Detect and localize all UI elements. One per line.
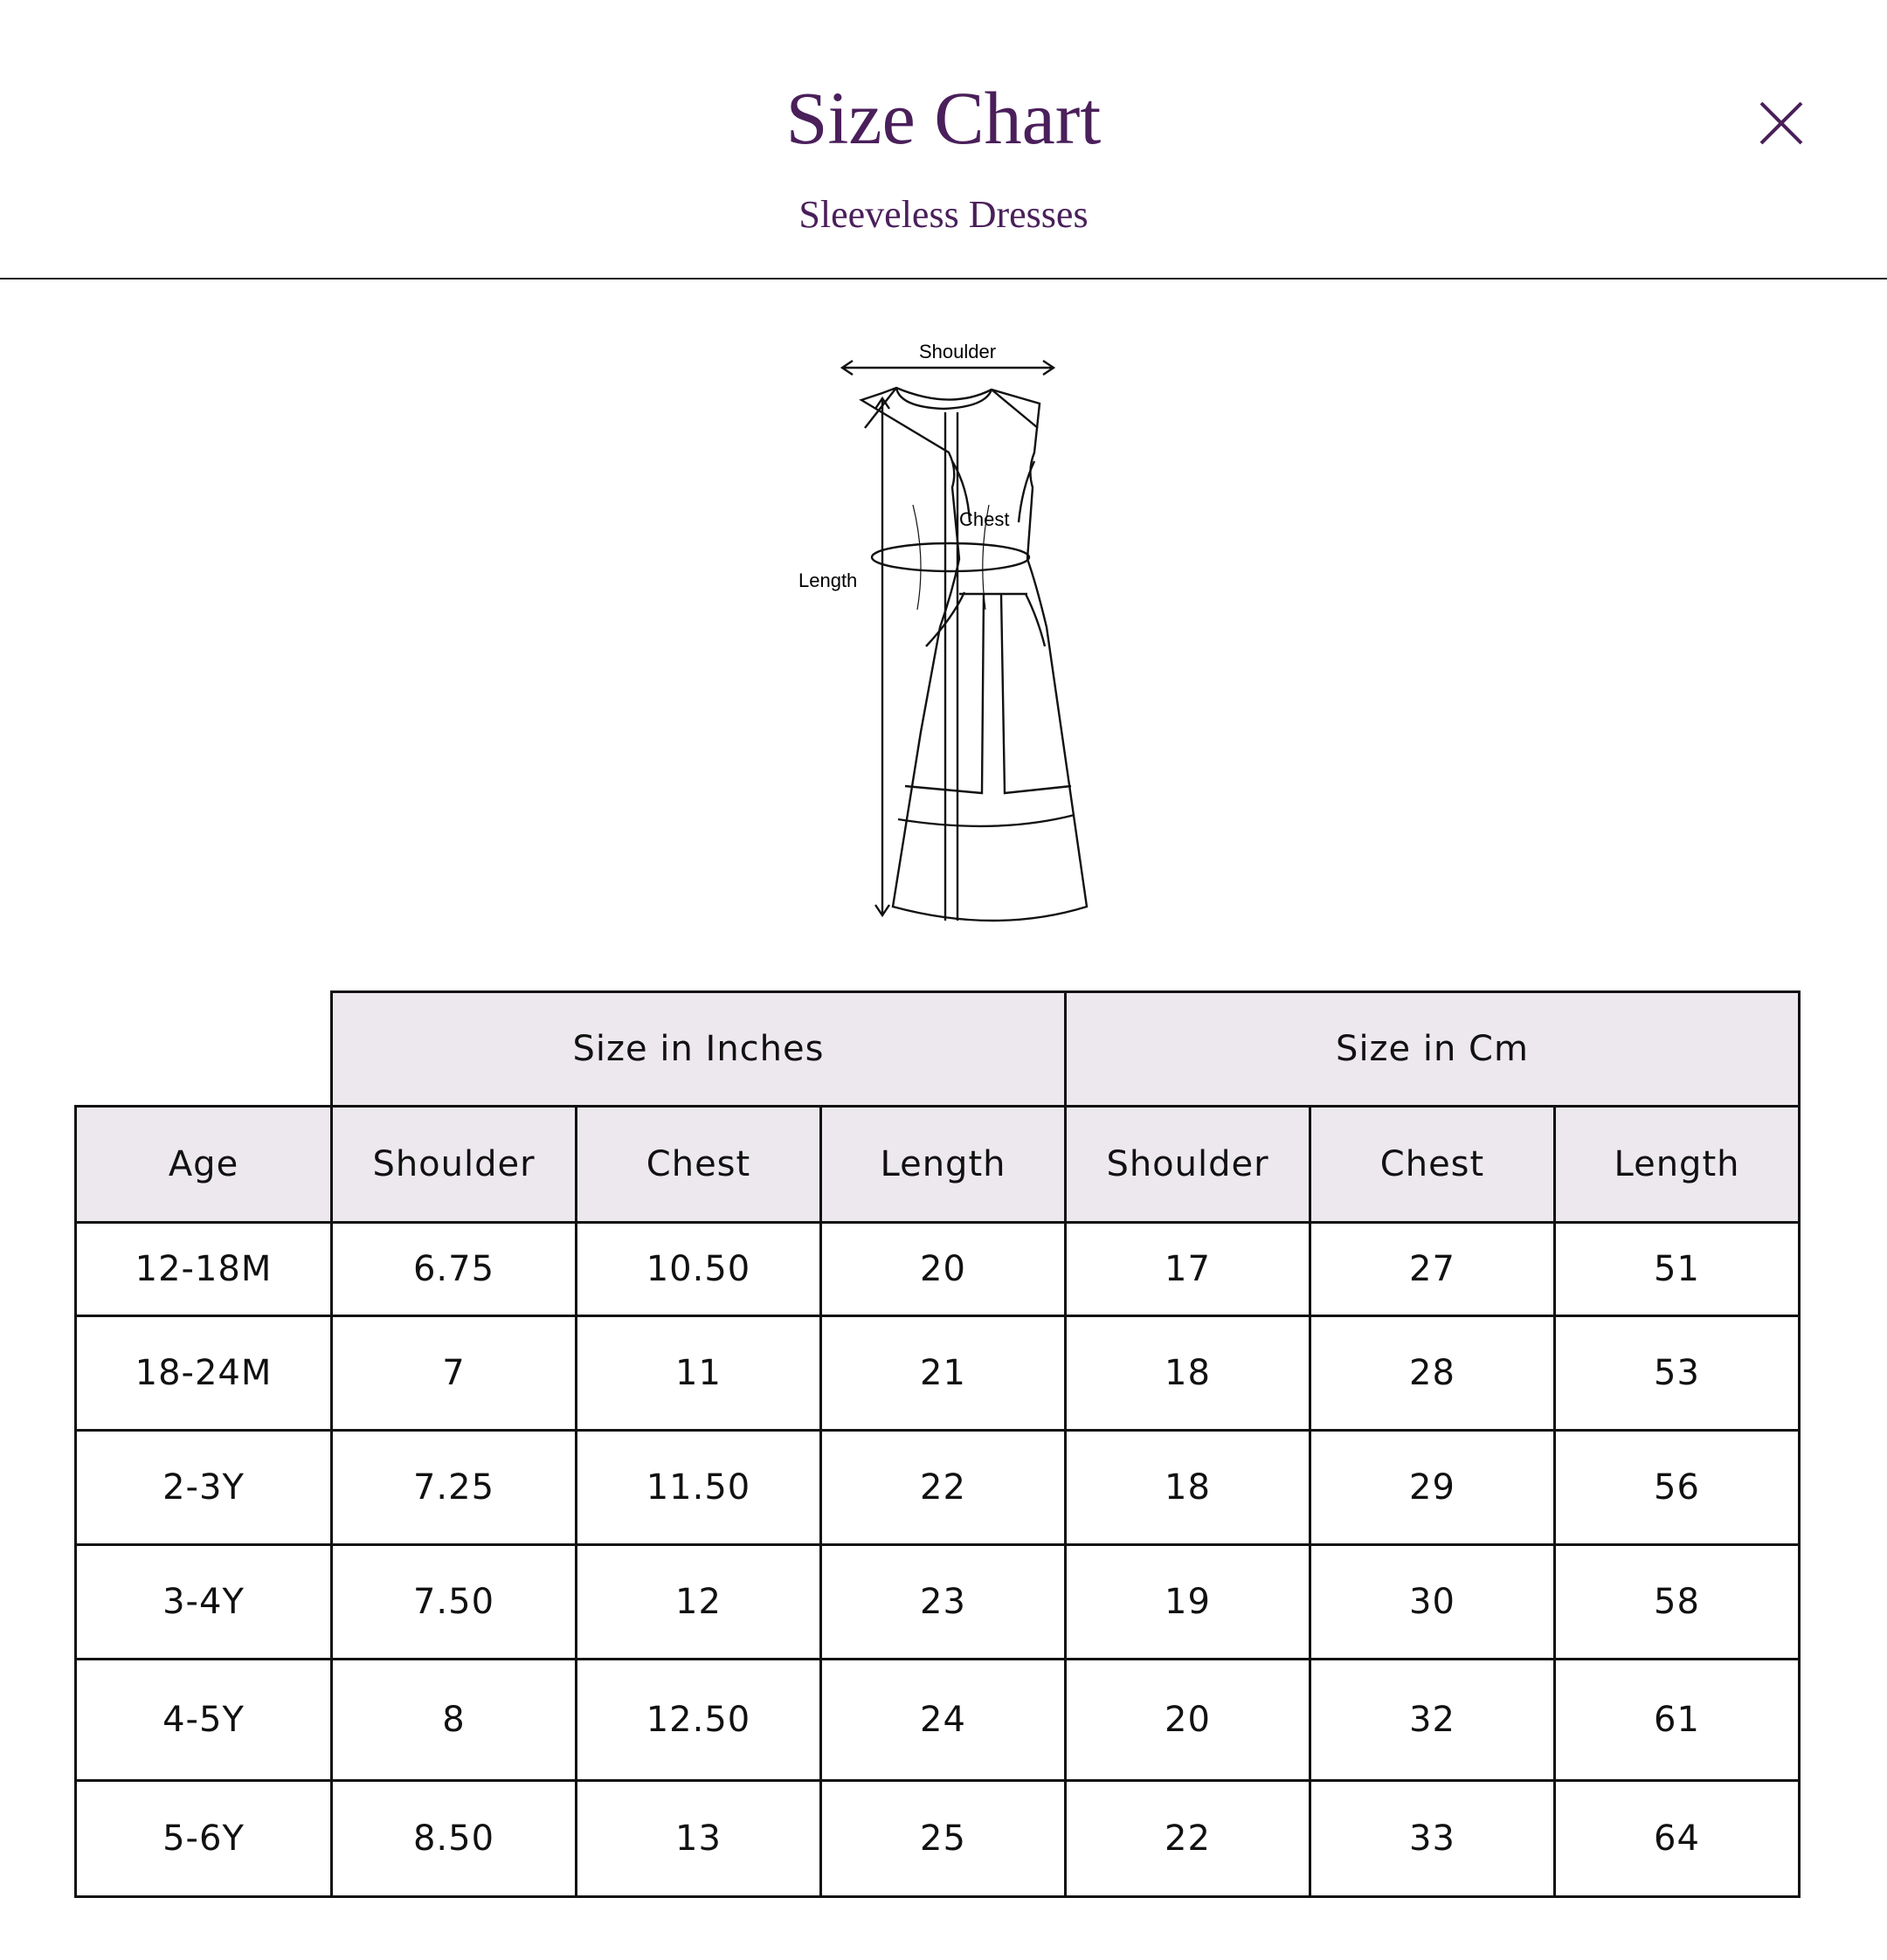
close-icon — [1756, 98, 1807, 148]
table-cell: 8.50 — [332, 1781, 577, 1897]
shoulder-label: Shoulder — [919, 341, 997, 362]
table-cell: 8 — [332, 1660, 577, 1781]
table-row — [76, 1316, 1800, 1431]
table-cell: 10.50 — [577, 1223, 821, 1316]
table-cell: 22 — [1066, 1781, 1310, 1897]
table-cell: 28 — [1310, 1316, 1555, 1431]
table-cell: 61 — [1555, 1660, 1800, 1781]
table-cell: 32 — [1310, 1660, 1555, 1781]
page-title: Size Chart — [785, 76, 1102, 160]
chest-label: Chest — [959, 508, 1010, 530]
size-chart-table — [74, 990, 1801, 1898]
table-row — [76, 1660, 1800, 1781]
length-label: Length — [798, 569, 858, 591]
table-cell: 58 — [1555, 1545, 1800, 1660]
table-cell: 19 — [1066, 1545, 1310, 1660]
table-cell: 24 — [821, 1660, 1066, 1781]
table-cell: 33 — [1310, 1781, 1555, 1897]
column-header-shoulder-in: Shoulder — [332, 1107, 577, 1223]
page-subtitle: Sleeveless Dresses — [798, 193, 1089, 236]
table-cell: 25 — [821, 1781, 1066, 1897]
group-header-cm: Size in Cm — [1066, 992, 1800, 1107]
table-cell: 5-6Y — [76, 1781, 332, 1897]
table-row — [76, 1781, 1800, 1897]
table-cell: 51 — [1555, 1223, 1800, 1316]
column-header-chest-cm: Chest — [1310, 1107, 1555, 1223]
table-cell: 17 — [1066, 1223, 1310, 1316]
table-cell: 18-24M — [76, 1316, 332, 1431]
table-corner — [76, 992, 332, 1107]
table-cell: 64 — [1555, 1781, 1800, 1897]
table-cell: 30 — [1310, 1545, 1555, 1660]
table-cell: 11.50 — [577, 1431, 821, 1545]
dress-illustration — [786, 330, 1101, 942]
column-header-age: Age — [76, 1107, 332, 1223]
table-cell: 22 — [821, 1431, 1066, 1545]
table-cell: 56 — [1555, 1431, 1800, 1545]
table-cell: 7 — [332, 1316, 577, 1431]
table-cell: 29 — [1310, 1431, 1555, 1545]
column-header-shoulder-cm: Shoulder — [1066, 1107, 1310, 1223]
table-row — [76, 1431, 1800, 1545]
table-cell: 23 — [821, 1545, 1066, 1660]
close-button[interactable] — [1756, 98, 1807, 148]
table-cell: 21 — [821, 1316, 1066, 1431]
table-cell: 7.25 — [332, 1431, 577, 1545]
table-cell: 53 — [1555, 1316, 1800, 1431]
table-cell: 6.75 — [332, 1223, 577, 1316]
table-cell: 20 — [821, 1223, 1066, 1316]
table-cell: 3-4Y — [76, 1545, 332, 1660]
table-cell: 12.50 — [577, 1660, 821, 1781]
table-cell: 20 — [1066, 1660, 1310, 1781]
table-row — [76, 1545, 1800, 1660]
table-cell: 27 — [1310, 1223, 1555, 1316]
table-cell: 7.50 — [332, 1545, 577, 1660]
dress-diagram — [786, 330, 1101, 942]
column-header-chest-in: Chest — [577, 1107, 821, 1223]
table-cell: 11 — [577, 1316, 821, 1431]
table-cell: 4-5Y — [76, 1660, 332, 1781]
column-header-length-cm: Length — [1555, 1107, 1800, 1223]
table-cell: 18 — [1066, 1431, 1310, 1545]
group-header-row — [76, 992, 1800, 1107]
column-header-length-in: Length — [821, 1107, 1066, 1223]
table-cell: 12-18M — [76, 1223, 332, 1316]
table-cell: 12 — [577, 1545, 821, 1660]
table-row — [76, 1223, 1800, 1316]
table-cell: 18 — [1066, 1316, 1310, 1431]
column-header-row — [76, 1107, 1800, 1223]
table-cell: 2-3Y — [76, 1431, 332, 1545]
group-header-inches: Size in Inches — [332, 992, 1066, 1107]
table-cell: 13 — [577, 1781, 821, 1897]
modal-header — [0, 0, 1887, 280]
